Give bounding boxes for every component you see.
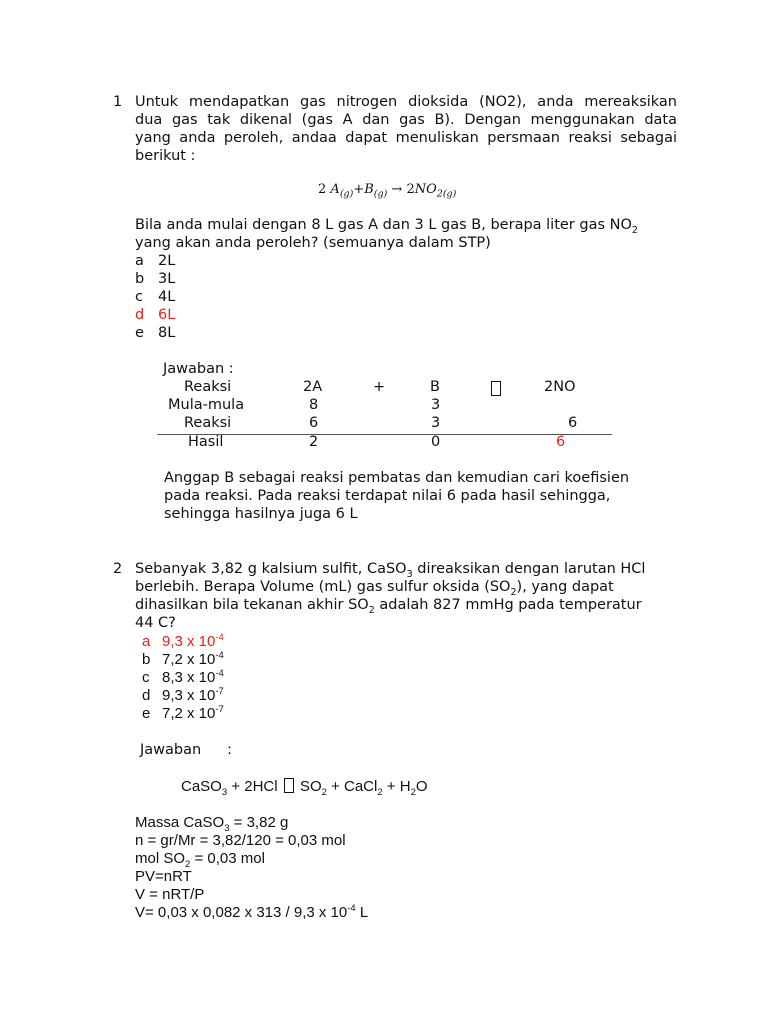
q2-line-2-sub: 2 bbox=[510, 586, 517, 598]
arrow-placeholder-icon bbox=[489, 381, 503, 398]
q1-table-header-2no: 2NO bbox=[544, 379, 576, 395]
q1-number: 1 bbox=[113, 94, 123, 110]
q2-option-b-exp: -4 bbox=[215, 650, 224, 661]
q2-calc-3b: = 0,03 mol bbox=[190, 850, 265, 867]
q2-calc-1b: = 3,82 g bbox=[229, 814, 289, 831]
q1-question-sub: 2 bbox=[631, 224, 638, 236]
q1-option-e-text: 8L bbox=[158, 325, 176, 341]
eq-species-b: B bbox=[364, 182, 374, 197]
q2-calc-6-sup: -4 bbox=[347, 903, 356, 914]
q2-line-3 bbox=[135, 597, 642, 616]
eq-phase-a: (g) bbox=[339, 188, 354, 200]
q1-table-divider bbox=[157, 434, 612, 435]
q1-option-b bbox=[135, 271, 175, 287]
q2-option-d-letter: d bbox=[142, 687, 151, 704]
q1-row-reaksi-label: Reaksi bbox=[184, 415, 232, 431]
q2-answer-colon: : bbox=[227, 742, 232, 758]
q1-question-text: Bila anda mulai dengan 8 L gas A dan 3 L gas B, berapa liter gas NO bbox=[135, 217, 632, 233]
q2-option-a-letter: a bbox=[142, 633, 151, 650]
q1-table-header-reaksi: Reaksi bbox=[184, 379, 232, 395]
q1-row-hasil-a: 2 bbox=[309, 434, 319, 450]
q1-explanation-line-3: sehingga hasilnya juga 6 L bbox=[164, 506, 358, 522]
q2-line-1a: Sebanyak 3,82 g kalsium sulfit, CaSO bbox=[135, 561, 407, 577]
q2-calc-1a: Massa CaSO bbox=[135, 814, 225, 831]
q2-line-2a: berlebih. Berapa Volume (mL) gas sulfur oksida (SO bbox=[135, 579, 511, 595]
q2-line-4: 44 C? bbox=[135, 615, 176, 631]
q1-table-header-plus: + bbox=[373, 379, 386, 395]
q2-reaction-cacl-sub: 2 bbox=[377, 787, 383, 798]
q1-row-hasil-no: 6 bbox=[556, 434, 566, 450]
q1-table-header-2a: 2A bbox=[303, 379, 323, 395]
q2-line-1-sub: 3 bbox=[406, 568, 413, 580]
q1-row-mula-b: 3 bbox=[431, 397, 441, 413]
q1-option-c bbox=[135, 289, 175, 305]
q2-line-2b: ), yang dapat bbox=[516, 579, 614, 595]
eq-phase-b: (g) bbox=[373, 188, 388, 200]
eq-arrow: → bbox=[391, 182, 403, 197]
q2-reaction-hcl: + 2HCl bbox=[227, 778, 282, 795]
q1-option-d-correct bbox=[135, 307, 175, 323]
q2-option-b-base: 7,2 x 10 bbox=[162, 651, 216, 668]
q1-row-reaksi-no: 6 bbox=[568, 415, 578, 431]
q2-calc-3-sub: 2 bbox=[185, 859, 191, 870]
q2-reaction bbox=[181, 778, 428, 798]
q1-option-e bbox=[135, 325, 175, 341]
q1-answer-label: Jawaban : bbox=[163, 361, 234, 377]
q2-calc-line-3 bbox=[135, 850, 265, 870]
q1-explanation-line-1: Anggap B sebagai reaksi pembatas dan kemudian cari koefisien bbox=[164, 470, 630, 486]
q2-reaction-so: SO bbox=[295, 778, 322, 795]
q2-option-c-exp: -4 bbox=[215, 668, 224, 679]
q2-answer-label: Jawaban bbox=[140, 742, 202, 758]
q2-calc-line-6 bbox=[135, 904, 368, 921]
eq-coef-3: 2 bbox=[406, 182, 415, 197]
q2-option-e-letter: e bbox=[142, 705, 151, 722]
q2-option-b-letter: b bbox=[142, 651, 151, 668]
q1-equation bbox=[318, 182, 457, 200]
q1-table-header-b: B bbox=[430, 379, 440, 395]
q2-line-3-sub: 2 bbox=[368, 604, 375, 616]
q2-option-d-exp: -7 bbox=[215, 686, 224, 697]
q2-option-c-letter: c bbox=[142, 669, 150, 686]
q2-option-e-exp: -7 bbox=[215, 704, 224, 715]
q1-row-hasil-label: Hasil bbox=[188, 434, 224, 450]
q2-option-a-base: 9,3 x 10 bbox=[162, 633, 216, 650]
q2-reaction-cacl: + CaCl bbox=[326, 778, 378, 795]
eq-coef-1: 2 bbox=[318, 182, 327, 197]
q1-option-a-text: 2L bbox=[158, 253, 176, 269]
q2-option-e bbox=[135, 705, 224, 722]
q2-line-2 bbox=[135, 579, 614, 598]
q2-calc-line-4: PV=nRT bbox=[135, 868, 192, 885]
q2-option-a-correct bbox=[135, 633, 224, 650]
q1-intro-line-4: berikut : bbox=[135, 148, 196, 164]
q1-row-mula-label: Mula-mula bbox=[168, 397, 245, 413]
q2-option-d-base: 9,3 x 10 bbox=[162, 687, 216, 704]
q1-option-a-letter: a bbox=[135, 253, 144, 269]
q2-calc-6a: V= 0,03 x 0,082 x 313 / 9,3 x 10 bbox=[135, 904, 348, 921]
q1-row-reaksi-a: 6 bbox=[309, 415, 319, 431]
q1-intro-line-1: Untuk mendapatkan gas nitrogen dioksida (NO2), anda mereaksikan bbox=[135, 94, 677, 110]
q1-option-d-letter: d bbox=[135, 307, 145, 323]
q2-option-c bbox=[135, 669, 224, 686]
q1-option-a bbox=[135, 253, 175, 269]
q2-option-d bbox=[135, 687, 224, 704]
eq-plus: + bbox=[353, 182, 365, 197]
q2-option-a-exp: -4 bbox=[215, 632, 224, 643]
q1-question-line-1 bbox=[135, 217, 638, 236]
q2-calc-line-1 bbox=[135, 814, 289, 834]
q2-number: 2 bbox=[113, 561, 123, 577]
q1-intro-line-2: dua gas tak dikenal (gas A dan gas B). Dengan menggunakan data bbox=[135, 112, 677, 128]
q1-row-hasil-b: 0 bbox=[431, 434, 441, 450]
eq-phase-no2: 2(g) bbox=[436, 188, 457, 200]
q2-reaction-h-sub: 2 bbox=[410, 787, 416, 798]
q2-reaction-h: + H bbox=[382, 778, 411, 795]
q2-calc-1-sub: 3 bbox=[224, 823, 230, 834]
q2-calc-3a: mol SO bbox=[135, 850, 186, 867]
q2-line-1b: direaksikan dengan larutan HCl bbox=[417, 561, 646, 577]
q2-line-3a: dihasilkan bila tekanan akhir SO bbox=[135, 597, 369, 613]
q2-reaction-so-sub: 2 bbox=[321, 787, 327, 798]
q1-explanation-line-2: pada reaksi. Pada reaksi terdapat nilai 6 pada hasil sehingga, bbox=[164, 488, 611, 504]
eq-species-no2: NO bbox=[414, 182, 437, 197]
q2-calc-line-2: n = gr/Mr = 3,82/120 = 0,03 mol bbox=[135, 832, 346, 849]
arrow-placeholder-icon bbox=[284, 778, 294, 793]
q2-option-c-base: 8,3 x 10 bbox=[162, 669, 216, 686]
q2-option-e-base: 7,2 x 10 bbox=[162, 705, 216, 722]
q1-row-mula-a: 8 bbox=[309, 397, 319, 413]
q1-intro-line-3: yang anda peroleh, andaa dapat menuliskan persmaan reaksi sebagai bbox=[135, 130, 677, 146]
q1-option-d-text: 6L bbox=[158, 307, 176, 323]
q1-option-c-text: 4L bbox=[158, 289, 176, 305]
q2-reaction-o: O bbox=[415, 778, 428, 795]
q2-line-1 bbox=[135, 561, 646, 580]
q1-option-b-text: 3L bbox=[158, 271, 176, 287]
q2-calc-6b: L bbox=[355, 904, 369, 921]
q2-line-3b: adalah 827 mmHg pada temperatur bbox=[379, 597, 642, 613]
q1-option-c-letter: c bbox=[135, 289, 143, 305]
q1-question-line-2: yang akan anda peroleh? (semuanya dalam STP) bbox=[135, 235, 491, 251]
q1-row-reaksi-b: 3 bbox=[431, 415, 441, 431]
q2-reaction-caso-sub: 3 bbox=[221, 787, 228, 798]
q1-option-b-letter: b bbox=[135, 271, 145, 287]
eq-species-a: A bbox=[330, 182, 340, 197]
q1-option-e-letter: e bbox=[135, 325, 144, 341]
q2-option-b bbox=[135, 651, 224, 668]
q2-reaction-caso: CaSO bbox=[181, 778, 222, 795]
q2-calc-line-5: V = nRT/P bbox=[135, 886, 205, 903]
